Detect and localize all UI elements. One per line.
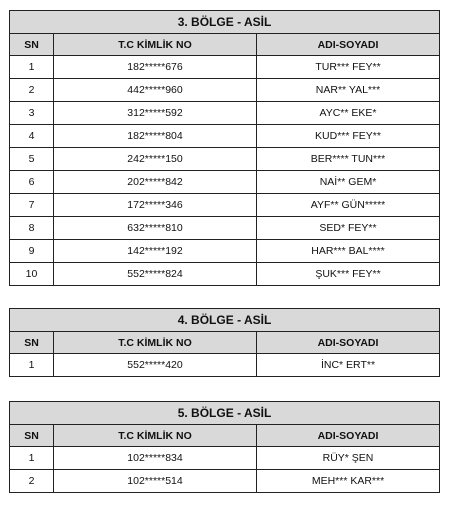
sn-cell: 6 (10, 171, 54, 194)
column-header-name: ADI-SOYADI (257, 425, 440, 447)
region-4-table (9, 308, 440, 377)
sn-cell: 10 (10, 263, 54, 286)
table-row (10, 194, 440, 217)
name-cell: NAİ** GEM* (257, 171, 440, 194)
tc-cell: 632*****810 (54, 217, 257, 240)
table-row (10, 148, 440, 171)
sn-cell: 4 (10, 125, 54, 148)
sn-cell: 1 (10, 354, 54, 377)
name-cell: KUD*** FEY** (257, 125, 440, 148)
column-header-sn: SN (10, 34, 54, 56)
name-cell: RÜY* ŞEN (257, 447, 440, 470)
table-row (10, 263, 440, 286)
tc-cell: 142*****192 (54, 240, 257, 263)
name-cell: SED* FEY** (257, 217, 440, 240)
column-header-name: ADI-SOYADI (257, 34, 440, 56)
column-header-sn: SN (10, 425, 54, 447)
sn-cell: 1 (10, 56, 54, 79)
column-header-name: ADI-SOYADI (257, 332, 440, 354)
name-cell: MEH*** KAR*** (257, 470, 440, 493)
tc-cell: 182*****804 (54, 125, 257, 148)
table-row (10, 56, 440, 79)
sn-cell: 3 (10, 102, 54, 125)
tc-cell: 442*****960 (54, 79, 257, 102)
tc-cell: 552*****824 (54, 263, 257, 286)
tc-cell: 552*****420 (54, 354, 257, 377)
tc-cell: 182*****676 (54, 56, 257, 79)
table-row (10, 79, 440, 102)
sn-cell: 1 (10, 447, 54, 470)
table-row (10, 240, 440, 263)
sn-cell: 7 (10, 194, 54, 217)
region-3-table (9, 10, 440, 286)
column-header-tc: T.C KİMLİK NO (54, 425, 257, 447)
name-cell: NAR** YAL*** (257, 79, 440, 102)
name-cell: HAR*** BAL**** (257, 240, 440, 263)
tc-cell: 312*****592 (54, 102, 257, 125)
tc-cell: 202*****842 (54, 171, 257, 194)
sn-cell: 2 (10, 470, 54, 493)
tc-cell: 102*****834 (54, 447, 257, 470)
table-row (10, 217, 440, 240)
tc-cell: 102*****514 (54, 470, 257, 493)
table-title: 3. BÖLGE - ASİL (10, 11, 440, 34)
column-header-tc: T.C KİMLİK NO (54, 34, 257, 56)
table-row (10, 354, 440, 377)
tc-cell: 172*****346 (54, 194, 257, 217)
column-header-tc: T.C KİMLİK NO (54, 332, 257, 354)
table-title: 4. BÖLGE - ASİL (10, 309, 440, 332)
region-5-table (9, 401, 440, 493)
name-cell: AYF** GÜN***** (257, 194, 440, 217)
name-cell: AYC** EKE* (257, 102, 440, 125)
column-header-sn: SN (10, 332, 54, 354)
name-cell: TUR*** FEY** (257, 56, 440, 79)
tc-cell: 242*****150 (54, 148, 257, 171)
table-row (10, 171, 440, 194)
table-row (10, 102, 440, 125)
sn-cell: 8 (10, 217, 54, 240)
sn-cell: 2 (10, 79, 54, 102)
name-cell: BER**** TUN*** (257, 148, 440, 171)
sn-cell: 5 (10, 148, 54, 171)
table-row (10, 447, 440, 470)
name-cell: İNC* ERT** (257, 354, 440, 377)
sn-cell: 9 (10, 240, 54, 263)
table-title: 5. BÖLGE - ASİL (10, 402, 440, 425)
table-row (10, 470, 440, 493)
name-cell: ŞUK*** FEY** (257, 263, 440, 286)
table-row (10, 125, 440, 148)
